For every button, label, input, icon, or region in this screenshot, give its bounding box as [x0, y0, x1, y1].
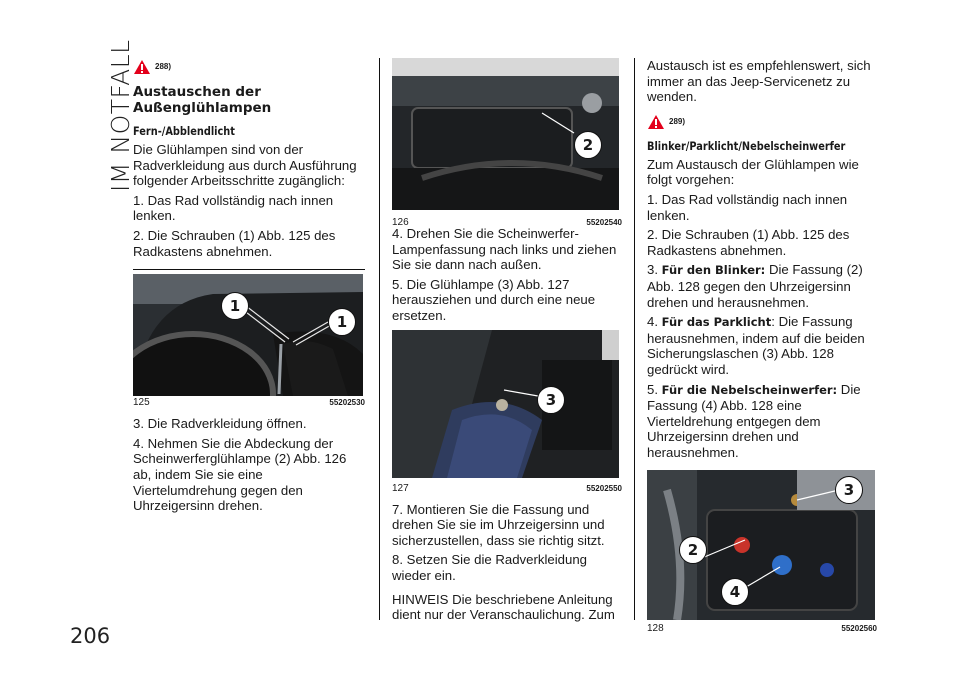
column-divider [379, 58, 380, 620]
step: 3. Für den Blinker: Die Fassung (2) Abb. 128 gegen den Uhrzeigersinn drehen und herausnehmen. [647, 262, 863, 310]
callout-4: 4 [721, 578, 749, 606]
step: 8. Setzen Sie die Radverkleidung wieder ein. [392, 552, 588, 583]
figure-number: 128 [647, 623, 664, 635]
column-2 [392, 58, 622, 627]
figure-code: 55202530 [329, 398, 365, 408]
figure-126 [392, 58, 622, 230]
figure-caption [392, 216, 622, 230]
warning-ref: 289) [669, 116, 686, 126]
step: 4. Nehmen Sie die Abdeckung der Scheinwerferglühlampe (2) Abb. 126 ab, indem Sie sie eine Viertelumdrehung gegen den Uhrzeigersinn drehen. [133, 435, 347, 514]
step: 5. Die Glühlampe (3) Abb. 127 herausziehen und durch eine neue ersetzen. [392, 276, 596, 323]
warning-icon [133, 59, 151, 75]
figure-number: 125 [133, 397, 150, 409]
step: 1. Das Rad vollständig nach innen lenken. [133, 192, 334, 224]
figure-128 [647, 470, 877, 636]
paragraph: Zum Austausch der Glühlampen wie folgt vorgehen: [647, 156, 859, 188]
callout-3: 3 [537, 386, 565, 414]
subheading: Blinker/Parklicht/Nebelscheinwerfer [647, 138, 846, 153]
section-title: IM NOTFALL [106, 39, 135, 192]
section-heading: Austauschen der Außenglühlampen [133, 84, 272, 116]
wheel-arch-image [133, 274, 363, 396]
step: 2. Die Schrauben (1) Abb. 125 des Radkastens abnehmen. [647, 227, 850, 258]
figure-number: 127 [392, 482, 409, 494]
page-number: 206 [70, 624, 111, 648]
figure-number: 126 [392, 217, 409, 228]
subheading: Fern-/Abblendlicht [133, 124, 235, 138]
callout-1: 1 [221, 292, 249, 320]
step: 1. Das Rad vollständig nach innen lenken. [647, 191, 848, 223]
paragraph: Austausch ist es empfehlenswert, sich immer an das Jeep-Servicenetz zu wenden. [647, 58, 871, 105]
figure-code: 55202550 [586, 483, 622, 493]
step: 4. Drehen Sie die Scheinwerfer-Lampenfassung nach links und ziehen Sie sie dann nach außen. [392, 226, 617, 273]
callout-3: 3 [835, 476, 863, 504]
warning-icon [647, 114, 665, 130]
callout-2: 2 [679, 536, 707, 564]
step: 2. Die Schrauben (1) Abb. 125 des Radkastens abnehmen. [133, 227, 336, 259]
headlamp-photo [392, 58, 619, 210]
figure-code: 55202560 [841, 624, 877, 634]
step: 3. Die Radverkleidung öffnen. [133, 416, 307, 432]
lamp-assembly-photo [647, 470, 875, 620]
figure-caption [392, 482, 622, 496]
step: 4. Für das Parklicht: Die Fassung herausnehmen, indem auf die beiden Sicherungslaschen (3) Abb. 128 gedrückt wird. [647, 314, 865, 377]
note: HINWEIS Die beschriebene Anleitung dient nur der Veranschaulichung. Zum [392, 591, 615, 623]
bulb-photo [392, 330, 619, 478]
step: 5. Für die Nebelscheinwerfer: Die Fassung (4) Abb. 128 eine Vierteldrehung entgegen dem Uhrzeigersinn drehen und herausnehmen. [647, 381, 861, 460]
figure-caption [647, 622, 877, 636]
column-3 [647, 58, 877, 642]
warning-ref: 288) [155, 62, 172, 72]
bulb-image [392, 330, 619, 478]
warning-note [647, 113, 877, 131]
figure-code: 55202540 [586, 218, 622, 227]
column-divider [634, 58, 635, 620]
column-1 [133, 58, 365, 518]
figure-127 [392, 330, 622, 496]
wheel-arch-photo [133, 274, 363, 396]
callout-1: 1 [328, 308, 356, 336]
callout-2: 2 [574, 131, 602, 159]
figure-125 [133, 269, 365, 410]
step: 7. Montieren Sie die Fassung und drehen Sie sie im Uhrzeigersinn und sicherzustellen, dass sie richtig sitzt. [392, 501, 605, 548]
paragraph: Die Glühlampen sind von der Radverkleidung aus durch Ausführung folgender Arbeitsschritte zugänglich: [133, 142, 357, 189]
warning-note [133, 58, 365, 76]
figure-caption [133, 396, 365, 410]
